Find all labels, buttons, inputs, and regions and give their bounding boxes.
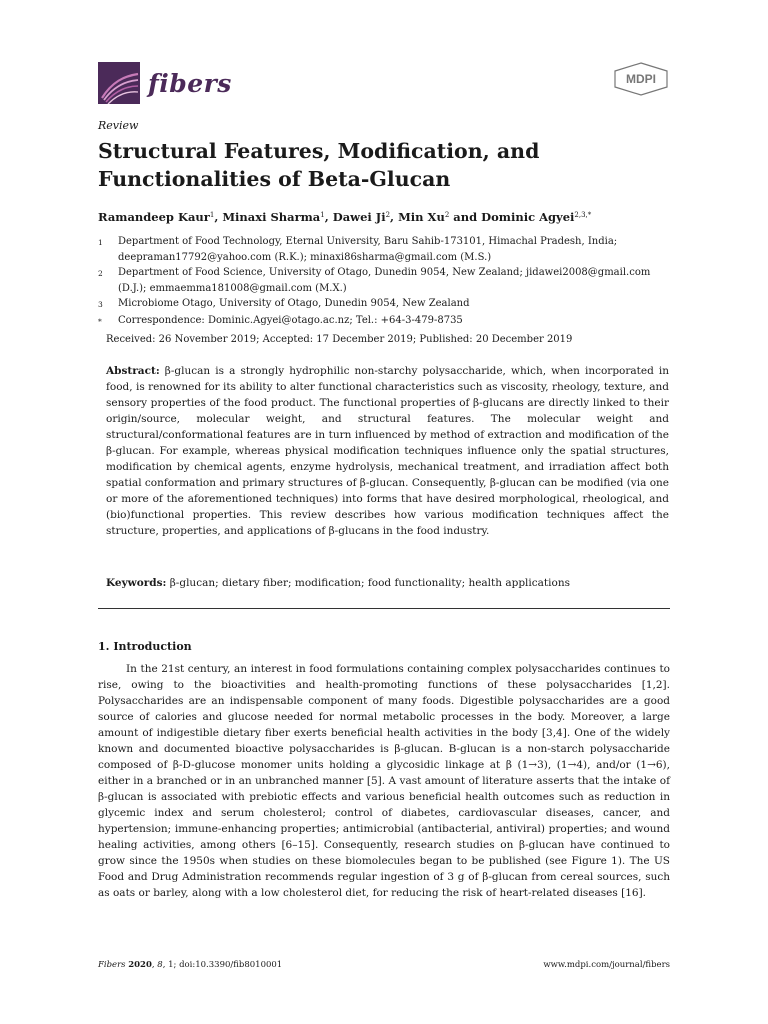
- author-name[interactable]: Dawei Ji: [332, 210, 386, 224]
- journal-logo[interactable]: [98, 62, 232, 104]
- correspondence-marker: *: [98, 316, 102, 326]
- publisher-name: MDPI: [626, 72, 656, 86]
- affiliation-text: Microbiome Otago, University of Otago, Dunedin 9054, New Zealand: [118, 298, 470, 309]
- affiliation-item: [98, 296, 678, 313]
- article-title: Structural Features, Modification, and Functionalities of Beta-Glucan: [98, 139, 540, 191]
- footer-doi[interactable]: , 1; doi:10.3390/fib8010001: [162, 960, 283, 970]
- abstract: [106, 363, 669, 539]
- affiliations: [98, 234, 678, 329]
- fibers-logo-icon: [98, 62, 140, 104]
- affiliation-item: [98, 234, 678, 265]
- author-separator: ,: [214, 210, 223, 224]
- author-separator: ,: [324, 210, 333, 224]
- author-name[interactable]: Ramandeep Kaur: [98, 210, 210, 224]
- author-name[interactable]: Min Xu: [398, 210, 445, 224]
- section-heading-introduction: 1. Introduction: [98, 640, 192, 653]
- keywords-text: β-glucan; dietary fiber; modification; food functionality; health applications: [166, 577, 570, 589]
- keywords-label: Keywords:: [106, 577, 167, 589]
- author-affiliation-marker: 1: [320, 211, 325, 219]
- introduction-paragraph: In the 21st century, an interest in food formulations containing complex polysaccharides continues to rise, owing to the bioactivities and health-promoting functions of these polysaccharides [1,2]. Polysaccharides are an indispensable component of many foods. Digestible polysaccharides are a good source of calories and glucose needed for normal metabolic processes in the body. Moreover, a large amount of indigestible dietary fiber exerts beneficial health activities in the body [3,4]. One of the widely known and documented bioactive polysaccharides is β-glucan. B-glucan is a non-starch polysaccharide composed of β-D-glucose monomer units holding a glycosidic linkage at β (1→3), (1→4), and/or (1→6), either in a branched or in an unbranched manner [5]. A vast amount of literature asserts that the intake of β-glucan is associated with prebiotic effects and various beneficial health outcomes such as reduction in glycemic index and serum cholesterol; control of diabetes, cardiovascular diseases, cancer, and hypertension; immune-enhancing properties; antimicrobial (antibacterial, antiviral) properties; and wound healing activities, among others [6–15]. Consequently, research studies on β-glucan have continued to grow since the 1950s when studies on these biomolecules began to be published (see Figure 1). The US Food and Drug Administration recommends regular ingestion of 3 g of β-glucan from cereal sources, such as oats or barley, along with a low cholesterol diet, for reducing the risk of heart-related diseases [16].: [98, 663, 670, 899]
- author-affiliation-marker: 2: [444, 211, 450, 219]
- author-list: [98, 210, 591, 224]
- affiliation-number: 2: [98, 269, 103, 278]
- journal-name: fibers: [148, 68, 232, 98]
- author-affiliation-marker: 2: [385, 211, 391, 219]
- abstract-text: β-glucan is a strongly hydrophilic non-starchy polysaccharide, which, when incorporated in food, is renowned for its ability to alter functional characteristics such as viscosity, rheology, texture, and sensory properties of the food product. The functional properties of β-glucans are directly linked to their origin/source, molecular weight, and structural features. The molecular weight and structural/conformational features are in turn influenced by method of extraction and modification of the β-glucan. For example, whereas physical modification techniques influence only the spatial structures, modification by chemical agents, enzyme hydrolysis, mechanical treatment, and irradiation affect both spatial conformation and primary structures of β-glucan. Consequently, β-glucan can be modified (via one or more of the aforementioned techniques) into forms that have desired morphological, rheological, and (bio)functional properties. This review describes how various modification techniques affect the structure, properties, and applications of β-glucans in the food industry.: [106, 365, 669, 537]
- affiliation-text: Department of Food Science, University of Otago, Dunedin 9054, New Zealand; jidawei2008@gmail.com (D.J.); emmaemma181008@gmail.com (M.X.): [118, 267, 651, 294]
- footer-volume: 8: [157, 960, 163, 970]
- correspondence: [98, 313, 678, 330]
- author-separator: and: [449, 210, 482, 224]
- affiliation-number: 1: [98, 238, 103, 247]
- author-affiliation-marker: 2,3,*: [574, 211, 592, 219]
- abstract-label: Abstract:: [106, 365, 160, 377]
- footer-url[interactable]: www.mdpi.com/journal/fibers: [543, 960, 670, 970]
- divider: [98, 608, 670, 609]
- author-separator: ,: [390, 210, 399, 224]
- footer-journal: Fibers: [98, 960, 126, 970]
- footer-year: 2020: [128, 960, 152, 970]
- keywords: [106, 575, 669, 591]
- mdpi-logo-icon[interactable]: [612, 62, 670, 96]
- article-type: Review: [98, 119, 139, 132]
- footer-citation: Fibers 2020, 8, 1; doi:10.3390/fib8010001: [98, 960, 283, 970]
- correspondence-text[interactable]: Correspondence: Dominic.Agyei@otago.ac.nz; Tel.: +64-3-479-8735: [118, 314, 463, 326]
- author-affiliation-marker: 1: [209, 211, 215, 219]
- affiliation-item: [98, 265, 678, 296]
- publication-dates: Received: 26 November 2019; Accepted: 17 December 2019; Published: 20 December 2019: [106, 334, 573, 345]
- author-name[interactable]: Minaxi Sharma: [222, 210, 321, 224]
- affiliation-number: 3: [98, 300, 103, 309]
- affiliation-text: Department of Food Technology, Eternal University, Baru Sahib-173101, Himachal Pradesh, India; deepraman17792@yahoo.com (R.K.); minaxi86sharma@gmail.com (M.S.): [118, 236, 618, 263]
- author-name[interactable]: Dominic Agyei: [481, 210, 575, 224]
